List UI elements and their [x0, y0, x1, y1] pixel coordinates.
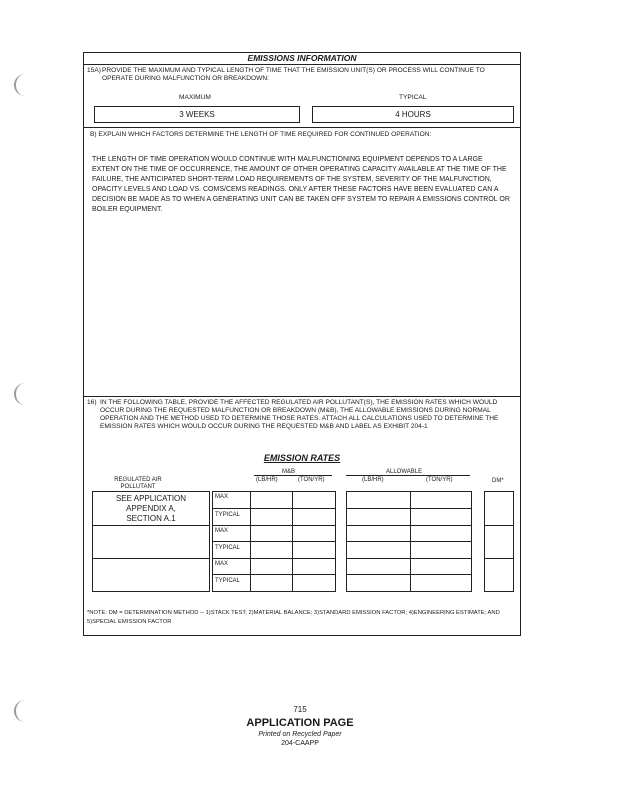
punch-hole-mark	[14, 383, 30, 405]
q16-text: IN THE FOLLOWING TABLE, PROVIDE THE AFFECTED REGULATED AIR POLLUTANT(S), THE EMISSION RATES WHICH WOULD OCCUR DURING THE REQUESTED MALFUNCTION OR BREAKDOWN (M&B), THE ALLOWABLE EMISSIONS DURING NORMAL OPERATION AND THE METHOD USED TO DETERMINE THOSE RATES. ATTACH ALL CALCULATIONS USED TO DETERMINE THE EMISSION RATES WHICH WOULD OCCUR DURING THE REQUESTED M&B AND LABEL AS EXHIBIT 204-1	[100, 399, 499, 430]
row-rule	[346, 541, 472, 542]
max-label: MAX	[215, 561, 229, 567]
allowable-lbhr-header: (LB/HR)	[362, 477, 384, 483]
allowable-tonyr-header: (TON/YR)	[426, 477, 453, 483]
maximum-label: MAXIMUM	[179, 94, 211, 101]
pollutant-line: SEE APPLICATION	[115, 494, 187, 503]
typical-value[interactable]: 4 HOURS	[312, 106, 514, 123]
allowable-header: ALLOWABLE	[386, 469, 423, 475]
row-rule	[212, 558, 336, 559]
row-rule	[212, 525, 336, 526]
typical-label: TYPICAL	[215, 578, 241, 584]
row-rule	[484, 558, 514, 559]
pollutant-header: REGULATED AIR POLLUTANT	[114, 477, 162, 490]
emissions-form	[83, 52, 521, 636]
form-code: 204-CAAPP	[281, 740, 319, 747]
row-rule	[346, 574, 472, 575]
dm-note: *NOTE: DM = DETERMINATION METHOD -- 1)STACK TEST; 2)MATERIAL BALANCE; 3)STANDARD EMISSION FACTOR; 4)ENGINEERING ESTIMATE; AND 5)SPECIAL EMISSION FACTOR	[87, 610, 500, 625]
divider	[84, 127, 520, 128]
q15a-text: PROVIDE THE MAXIMUM AND TYPICAL LENGTH OF TIME THAT THE EMISSION UNIT(S) OR PROCESS WILL CONTINUE TO OPERATE DURING MALFUNCTION OR BREAKDOWN:	[102, 67, 485, 82]
section-title: EMISSIONS INFORMATION	[84, 53, 520, 65]
row-rule	[212, 541, 336, 542]
row-rule	[92, 558, 210, 559]
row-rule	[346, 525, 472, 526]
maximum-value[interactable]: 3 WEEKS	[94, 106, 300, 123]
typical-label: TYPICAL	[399, 94, 427, 101]
punch-hole-mark	[14, 74, 30, 96]
typical-label: TYPICAL	[215, 512, 241, 518]
mb-tonyr-header: (TON/YR)	[298, 477, 325, 483]
recycled-paper-note: Printed on Recycled Paper	[258, 731, 342, 738]
dm-column	[484, 491, 514, 592]
q15b-answer[interactable]: THE LENGTH OF TIME OPERATION WOULD CONTINUE WITH MALFUNCTIONING EQUIPMENT DEPENDS TO A LARGE EXTENT ON THE TIME OF OCCURRENCE, THE AMOUNT OF OTHER OPERATING CAPACITY AVAILABLE AT THE TIME OF THE FAILURE, THE ANTICIPATED SHORT-TERM LOAD REQUIREMENTS OF THE SYSTEM, SEVERITY OF THE MALFUNCTION, OPACITY LEVELS AND LOAD VS. COMS/CEMS READINGS. ONLY AFTER THESE FACTORS HAVE BEEN EVALUATED CAN A DECISION BE MADE AS TO WHEN A GENERATING UNIT CAN BE TAKEN OFF SYSTEM TO REPAIR A EMISSIONS CONTROL OR BOILER EQUIPMENT.	[92, 156, 510, 213]
dm-header: DM*	[492, 478, 504, 484]
row-rule	[92, 525, 210, 526]
q16-number: 16)	[87, 399, 97, 406]
page-number: 715	[293, 705, 307, 714]
q15b-prompt: B) EXPLAIN WHICH FACTORS DETERMINE THE LENGTH OF TIME REQUIRED FOR CONTINUED OPERATION:	[90, 131, 432, 138]
header-rule	[254, 475, 332, 476]
pollutant-cell[interactable]	[92, 494, 210, 524]
q15a-number: 15A)	[87, 67, 101, 74]
row-rule	[346, 558, 472, 559]
mb-header: M&B	[282, 469, 296, 475]
max-label: MAX	[215, 528, 229, 534]
row-rule	[212, 574, 336, 575]
application-page-title: APPLICATION PAGE	[246, 717, 354, 729]
row-rule	[484, 525, 514, 526]
divider	[84, 396, 520, 397]
pollutant-line: APPENDIX A,	[126, 504, 176, 513]
pollutant-line: SECTION A.1	[126, 514, 176, 523]
row-rule	[212, 508, 336, 509]
mb-lbhr-header: (LB/HR)	[256, 477, 278, 483]
table-title: EMISSION RATES	[263, 453, 341, 463]
max-label: MAX	[215, 494, 229, 500]
row-rule	[346, 508, 472, 509]
typical-label: TYPICAL	[215, 545, 241, 551]
header-rule	[346, 475, 470, 476]
